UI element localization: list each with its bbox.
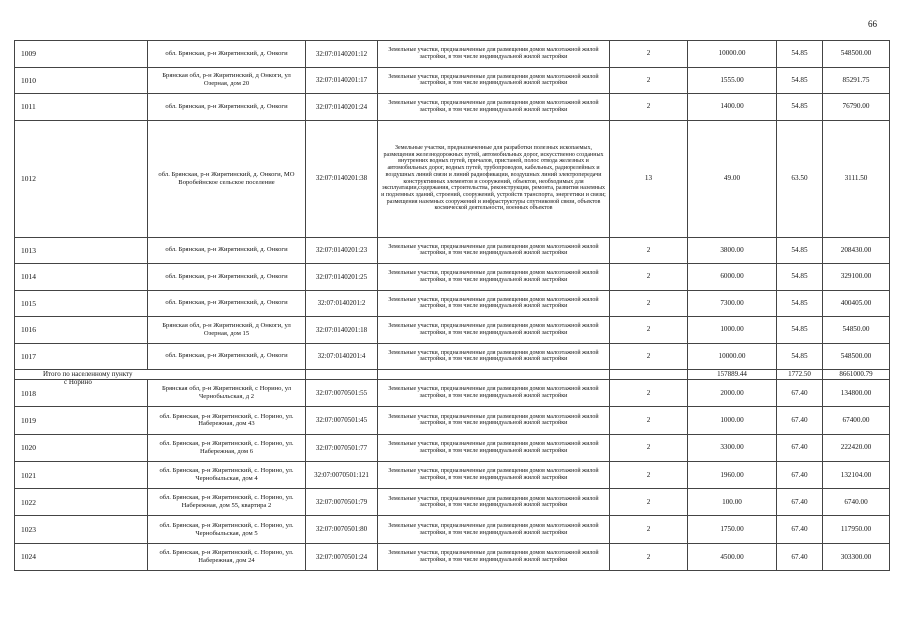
- table-row: [15, 237, 890, 264]
- land-use-description: Земельные участки, предназначенные для размещения домов малоэтажной жилой застройки, в том числе индивидуальной жилой застройки: [378, 380, 610, 407]
- cadastral-number: 32:07:0140201:23: [306, 237, 378, 264]
- land-use-description: Земельные участки, предназначенные для размещения домов малоэтажной жилой застройки, в том числе индивидуальной жилой застройки: [378, 516, 610, 543]
- use-group: 2: [610, 489, 688, 516]
- use-group: 2: [610, 94, 688, 121]
- area-value: 100.00: [688, 489, 777, 516]
- land-use-description: Земельные участки, предназначенные для размещения домов малоэтажной жилой застройки, в том числе индивидуальной жилой застройки: [378, 317, 610, 344]
- area-value: 6000.00: [688, 264, 777, 291]
- area-value: 1750.00: [688, 516, 777, 543]
- table-row: [15, 67, 890, 94]
- empty-cell: [306, 370, 378, 380]
- cadastral-value: 76790.00: [823, 94, 890, 121]
- cadastral-number: 32:07:0140201:17: [306, 67, 378, 94]
- use-group: 2: [610, 317, 688, 344]
- address-cell: обл. Брянская, р-н Жирятинский, с. Норино, ул. Набережная, дом 43: [148, 407, 306, 434]
- cadastral-value: 6740.00: [823, 489, 890, 516]
- land-use-description: Земельные участки, предназначенные для размещения домов малоэтажной жилой застройки, в том числе индивидуальной жилой застройки: [378, 489, 610, 516]
- cadastral-number: 32:07:0070501:24: [306, 543, 378, 570]
- specific-value: 54.85: [777, 343, 823, 370]
- land-use-description: Земельные участки, предназначенные для разработки полезных ископаемых, размещения железнодорожных путей, автомобильных дорог, искусственно созданных внутренних водных путей, причалов, пристаней, полос отвода железных и автомобильных дорог, водных путей, трубопроводов, кабельных, радиорелейных и воздушных линий связи и линий радиофикации, воздушных линий электропередачи конструктивных элементов и сооружений, объектов, необходимых для эксплуатации,содержания, строительства, реконструкции, ремонта, развития наземных и подземных зданий, строений, сооружений, устройств транспорта, энергетики и связи; размещения наземных сооружений и инфраструктуры спутниковой связи, объектов космической деятельности, военных объектов: [378, 120, 610, 237]
- address-cell: обл. Брянская, р-н Жирятинский, д. Онкоги: [148, 41, 306, 68]
- cadastral-number: 32:07:0140201:12: [306, 41, 378, 68]
- cadastral-value: 548500.00: [823, 343, 890, 370]
- area-value: 3800.00: [688, 237, 777, 264]
- land-use-description: Земельные участки, предназначенные для размещения домов малоэтажной жилой застройки, в том числе индивидуальной жилой застройки: [378, 543, 610, 570]
- row-id: 1011: [15, 94, 148, 121]
- specific-value: 67.40: [777, 407, 823, 434]
- cadastral-value: 329100.00: [823, 264, 890, 291]
- address-cell: Брянская обл, р-н Жирятинский, д Онкоги, ул Озерная, дом 15: [148, 317, 306, 344]
- use-group: 2: [610, 407, 688, 434]
- address-cell: Брянская обл, р-н Жирятинский, д Онкоги, ул Озерная, дом 20: [148, 67, 306, 94]
- specific-value: 54.85: [777, 41, 823, 68]
- land-cadastral-table: [14, 40, 890, 571]
- specific-value: 54.85: [777, 290, 823, 317]
- table-row: [15, 94, 890, 121]
- row-id: 1013: [15, 237, 148, 264]
- address-cell: обл. Брянская, р-н Жирятинский, д. Онкоги: [148, 94, 306, 121]
- cadastral-value: 303300.00: [823, 543, 890, 570]
- use-group: 2: [610, 41, 688, 68]
- specific-value: 67.40: [777, 489, 823, 516]
- row-id: 1022: [15, 489, 148, 516]
- land-use-description: Земельные участки, предназначенные для размещения домов малоэтажной жилой застройки, в том числе индивидуальной жилой застройки: [378, 94, 610, 121]
- row-id: 1012: [15, 120, 148, 237]
- use-group: 2: [610, 290, 688, 317]
- area-value: 2000.00: [688, 380, 777, 407]
- land-use-description: Земельные участки, предназначенные для размещения домов малоэтажной жилой застройки, в том числе индивидуальной жилой застройки: [378, 407, 610, 434]
- area-value: 1400.00: [688, 94, 777, 121]
- page-number: 66: [868, 19, 877, 29]
- address-cell: обл. Брянская, р-н Жирятинский, с. Норино, ул. Чернобыльская, дом 5: [148, 516, 306, 543]
- specific-value: 54.85: [777, 264, 823, 291]
- land-use-description: Земельные участки, предназначенные для размещения домов малоэтажной жилой застройки, в том числе индивидуальной жилой застройки: [378, 237, 610, 264]
- use-group: 2: [610, 343, 688, 370]
- address-cell: обл. Брянская, р-н Жирятинский, д. Онкоги: [148, 343, 306, 370]
- cadastral-number: 32:07:0140201:24: [306, 94, 378, 121]
- area-value: 3300.00: [688, 434, 777, 461]
- area-value: 10000.00: [688, 343, 777, 370]
- address-cell: обл. Брянская, р-н Жирятинский, с. Норино, ул. Чернобыльская, дом 4: [148, 461, 306, 488]
- use-group: 2: [610, 67, 688, 94]
- total-rate: 1772.50: [777, 370, 823, 380]
- table-row: [15, 434, 890, 461]
- specific-value: 67.40: [777, 516, 823, 543]
- row-id: 1010: [15, 67, 148, 94]
- area-value: 49.00: [688, 120, 777, 237]
- table-row: [15, 489, 890, 516]
- specific-value: 67.40: [777, 543, 823, 570]
- specific-value: 54.85: [777, 94, 823, 121]
- specific-value: 67.40: [777, 461, 823, 488]
- land-use-description: Земельные участки, предназначенные для размещения домов малоэтажной жилой застройки, в том числе индивидуальной жилой застройки: [378, 434, 610, 461]
- area-value: 10000.00: [688, 41, 777, 68]
- cadastral-value: 3111.50: [823, 120, 890, 237]
- row-id: 1023: [15, 516, 148, 543]
- area-value: 4500.00: [688, 543, 777, 570]
- total-label: Итого по населенному пункту: [15, 370, 306, 380]
- table-row: [15, 407, 890, 434]
- cadastral-value: 67400.00: [823, 407, 890, 434]
- table-row: [15, 264, 890, 291]
- address-cell: обл. Брянская, р-н Жирятинский, с. Норино, ул. Набережная, дом 55, квартира 2: [148, 489, 306, 516]
- total-area: 157889.44: [688, 370, 777, 380]
- empty-cell: [610, 370, 688, 380]
- total-value: 8661000.79: [823, 370, 890, 380]
- cadastral-value: 208430.00: [823, 237, 890, 264]
- specific-value: 54.85: [777, 237, 823, 264]
- cadastral-number: 32:07:0070501:55: [306, 380, 378, 407]
- use-group: 2: [610, 237, 688, 264]
- cadastral-number: 32:07:0070501:121: [306, 461, 378, 488]
- total-row: [15, 370, 890, 380]
- use-group: 13: [610, 120, 688, 237]
- cadastral-value: 132104.00: [823, 461, 890, 488]
- cadastral-value: 400405.00: [823, 290, 890, 317]
- row-id: 1020: [15, 434, 148, 461]
- cadastral-number: 32:07:0140201:18: [306, 317, 378, 344]
- cadastral-value: 222420.00: [823, 434, 890, 461]
- cadastral-value: 134800.00: [823, 380, 890, 407]
- specific-value: 54.85: [777, 67, 823, 94]
- land-use-description: Земельные участки, предназначенные для размещения домов малоэтажной жилой застройки, в том числе индивидуальной жилой застройки: [378, 41, 610, 68]
- row-id: 1024: [15, 543, 148, 570]
- row-id: 1017: [15, 343, 148, 370]
- land-use-description: Земельные участки, предназначенные для размещения домов малоэтажной жилой застройки, в том числе индивидуальной жилой застройки: [378, 264, 610, 291]
- use-group: 2: [610, 543, 688, 570]
- area-value: 1000.00: [688, 407, 777, 434]
- use-group: 2: [610, 264, 688, 291]
- address-cell: обл. Брянская, р-н Жирятинский, д. Онкоги, МО Воробейнское сельское поселение: [148, 120, 306, 237]
- area-value: 1000.00: [688, 317, 777, 344]
- row-id: [15, 380, 148, 407]
- land-use-description: Земельные участки, предназначенные для размещения домов малоэтажной жилой застройки, в том числе индивидуальной жилой застройки: [378, 290, 610, 317]
- row-id-text: 1018: [21, 388, 36, 398]
- specific-value: 67.40: [777, 434, 823, 461]
- specific-value: 54.85: [777, 317, 823, 344]
- area-value: 1960.00: [688, 461, 777, 488]
- address-cell: обл. Брянская, р-н Жирятинский, д. Онкоги: [148, 290, 306, 317]
- land-use-description: Земельные участки, предназначенные для размещения домов малоэтажной жилой застройки, в том числе индивидуальной жилой застройки: [378, 461, 610, 488]
- area-value: 1555.00: [688, 67, 777, 94]
- table-row: [15, 290, 890, 317]
- row-id: 1021: [15, 461, 148, 488]
- cadastral-number: 32:07:0140201:4: [306, 343, 378, 370]
- row-id: 1016: [15, 317, 148, 344]
- address-cell: Брянская обл, р-н Жирятинский, с Норино, ул Чернобыльская, д 2: [148, 380, 306, 407]
- cadastral-number: 32:07:0070501:45: [306, 407, 378, 434]
- cadastral-number: 32:07:0070501:77: [306, 434, 378, 461]
- use-group: 2: [610, 434, 688, 461]
- cadastral-value: 54850.00: [823, 317, 890, 344]
- use-group: 2: [610, 461, 688, 488]
- row-id: 1014: [15, 264, 148, 291]
- table-row: [15, 120, 890, 237]
- table-row: [15, 543, 890, 570]
- table-row: [15, 343, 890, 370]
- address-cell: обл. Брянская, р-н Жирятинский, д. Онкоги: [148, 264, 306, 291]
- use-group: 2: [610, 516, 688, 543]
- specific-value: 67.40: [777, 380, 823, 407]
- address-cell: обл. Брянская, р-н Жирятинский, с. Норино, ул. Набережная, дом 6: [148, 434, 306, 461]
- address-cell: обл. Брянская, р-н Жирятинский, с. Норино, ул. Набережная, дом 24: [148, 543, 306, 570]
- area-value: 7300.00: [688, 290, 777, 317]
- cadastral-value: 85291.75: [823, 67, 890, 94]
- specific-value: 63.50: [777, 120, 823, 237]
- cadastral-value: 117950.00: [823, 516, 890, 543]
- cadastral-number: 32:07:0070501:80: [306, 516, 378, 543]
- row-id: 1009: [15, 41, 148, 68]
- use-group: 2: [610, 380, 688, 407]
- cadastral-number: 32:07:0070501:79: [306, 489, 378, 516]
- land-use-description: Земельные участки, предназначенные для размещения домов малоэтажной жилой застройки, в том числе индивидуальной жилой застройки: [378, 343, 610, 370]
- land-use-description: Земельные участки, предназначенные для размещения домов малоэтажной жилой застройки, в том числе индивидуальной жилой застройки: [378, 67, 610, 94]
- table-row: [15, 41, 890, 68]
- empty-cell: [378, 370, 610, 380]
- cadastral-number: 32:07:0140201:2: [306, 290, 378, 317]
- row-id: 1015: [15, 290, 148, 317]
- address-cell: обл. Брянская, р-н Жирятинский, д. Онкоги: [148, 237, 306, 264]
- table-row: [15, 461, 890, 488]
- table-row: [15, 317, 890, 344]
- row-id: 1019: [15, 407, 148, 434]
- cadastral-number: 32:07:0140201:25: [306, 264, 378, 291]
- cadastral-value: 548500.00: [823, 41, 890, 68]
- table-row: [15, 516, 890, 543]
- settlement-label: с Норино: [64, 378, 92, 386]
- cadastral-number: 32:07:0140201:38: [306, 120, 378, 237]
- table-row: [15, 380, 890, 407]
